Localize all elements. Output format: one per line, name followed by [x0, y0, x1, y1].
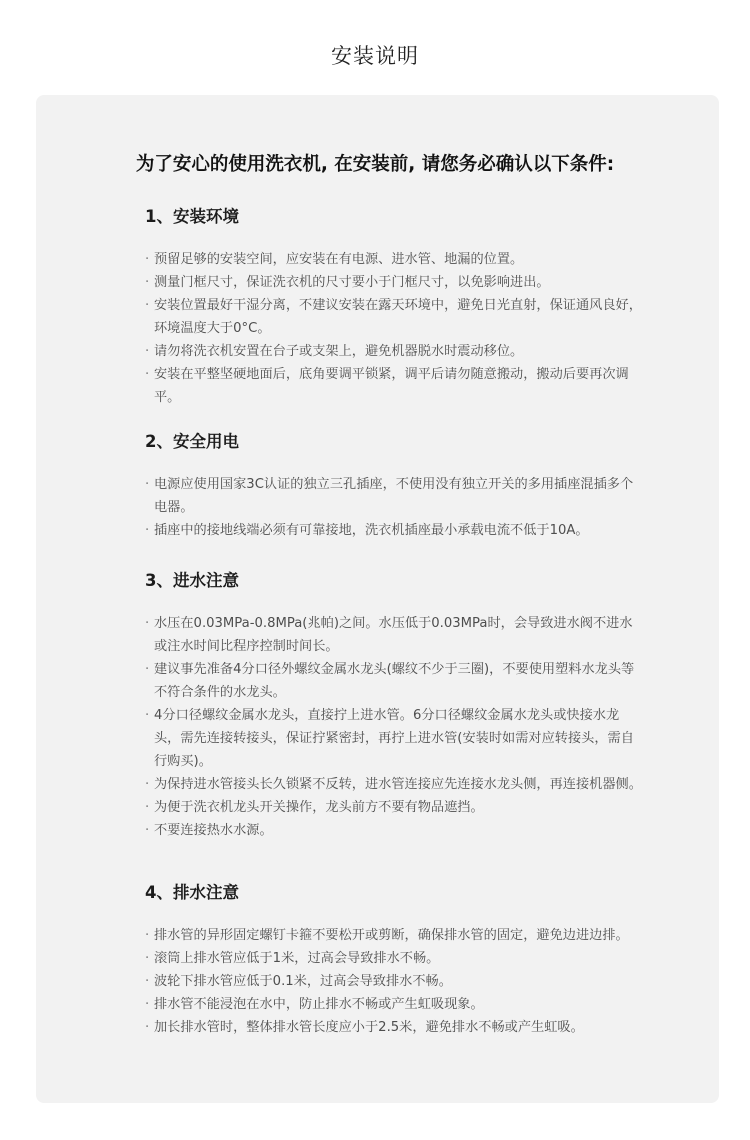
section-heading: 2、安全用电 [145, 432, 239, 451]
headline: 为了安心的使用洗衣机, 在安装前, 请您务必确认以下条件: [135, 154, 615, 175]
list-item: · 不要连接热水水源。 [145, 819, 645, 842]
list-item: · 为保持进水管接头长久锁紧不反转，进水管连接应先连接水龙头侧，再连接机器侧。 [145, 773, 645, 796]
section-electrical-safety [145, 430, 645, 542]
list-item: · 请勿将洗衣机安置在台子或支架上，避免机器脱水时震动移位。 [145, 340, 645, 363]
list-item: · 4分口径螺纹金属水龙头，直接拧上进水管。6分口径螺纹金属水龙头或快接水龙头，需先连接转接头，保证拧紧密封，再拧上进水管(安装时如需对应转接头，需自行购买)。 [145, 704, 645, 773]
list-item: · 建议事先准备4分口径外螺纹金属水龙头(螺纹不少于三圈)，不要使用塑料水龙头等不符合条件的水龙头。 [145, 658, 645, 704]
list-item: · 插座中的接地线端必须有可靠接地，洗衣机插座最小承载电流不低于10A。 [145, 519, 645, 542]
list-item: · 预留足够的安装空间，应安装在有电源、进水管、地漏的位置。 [145, 248, 645, 271]
list-item: · 测量门框尺寸，保证洗衣机的尺寸要小于门框尺寸，以免影响进出。 [145, 271, 645, 294]
list-item: · 安装位置最好干湿分离，不建议安装在露天环境中，避免日光直射，保证通风良好，环境温度大于0°C。 [145, 294, 645, 340]
list-item: · 水压在0.03MPa-0.8MPa(兆帕)之间。水压低于0.03MPa时，会导致进水阀不进水或注水时间比程序控制时间长。 [145, 612, 645, 658]
list-item: · 排水管的异形固定螺钉卡箍不要松开或剪断，确保排水管的固定，避免边进边排。 [145, 924, 645, 947]
section-installation-environment [145, 205, 645, 409]
list-item: · 电源应使用国家3C认证的独立三孔插座，不使用没有独立开关的多用插座混插多个电器。 [145, 473, 645, 519]
section-drainage [145, 881, 645, 1039]
section-heading: 1、安装环境 [145, 207, 239, 226]
page-title: 安装说明 [331, 44, 419, 68]
section-heading: 3、进水注意 [145, 571, 239, 590]
section-water-inlet [145, 569, 645, 842]
list-item: · 排水管不能浸泡在水中，防止排水不畅或产生虹吸现象。 [145, 993, 645, 1016]
list-item: · 波轮下排水管应低于0.1米，过高会导致排水不畅。 [145, 970, 645, 993]
list-item: · 滚筒上排水管应低于1米，过高会导致排水不畅。 [145, 947, 645, 970]
list-item: · 为便于洗衣机龙头开关操作，龙头前方不要有物品遮挡。 [145, 796, 645, 819]
list-item: · 加长排水管时，整体排水管长度应小于2.5米，避免排水不畅或产生虹吸。 [145, 1016, 645, 1039]
section-heading: 4、排水注意 [145, 883, 239, 902]
list-item: · 安装在平整坚硬地面后，底角要调平锁紧，调平后请勿随意搬动，搬动后要再次调平。 [145, 363, 645, 409]
